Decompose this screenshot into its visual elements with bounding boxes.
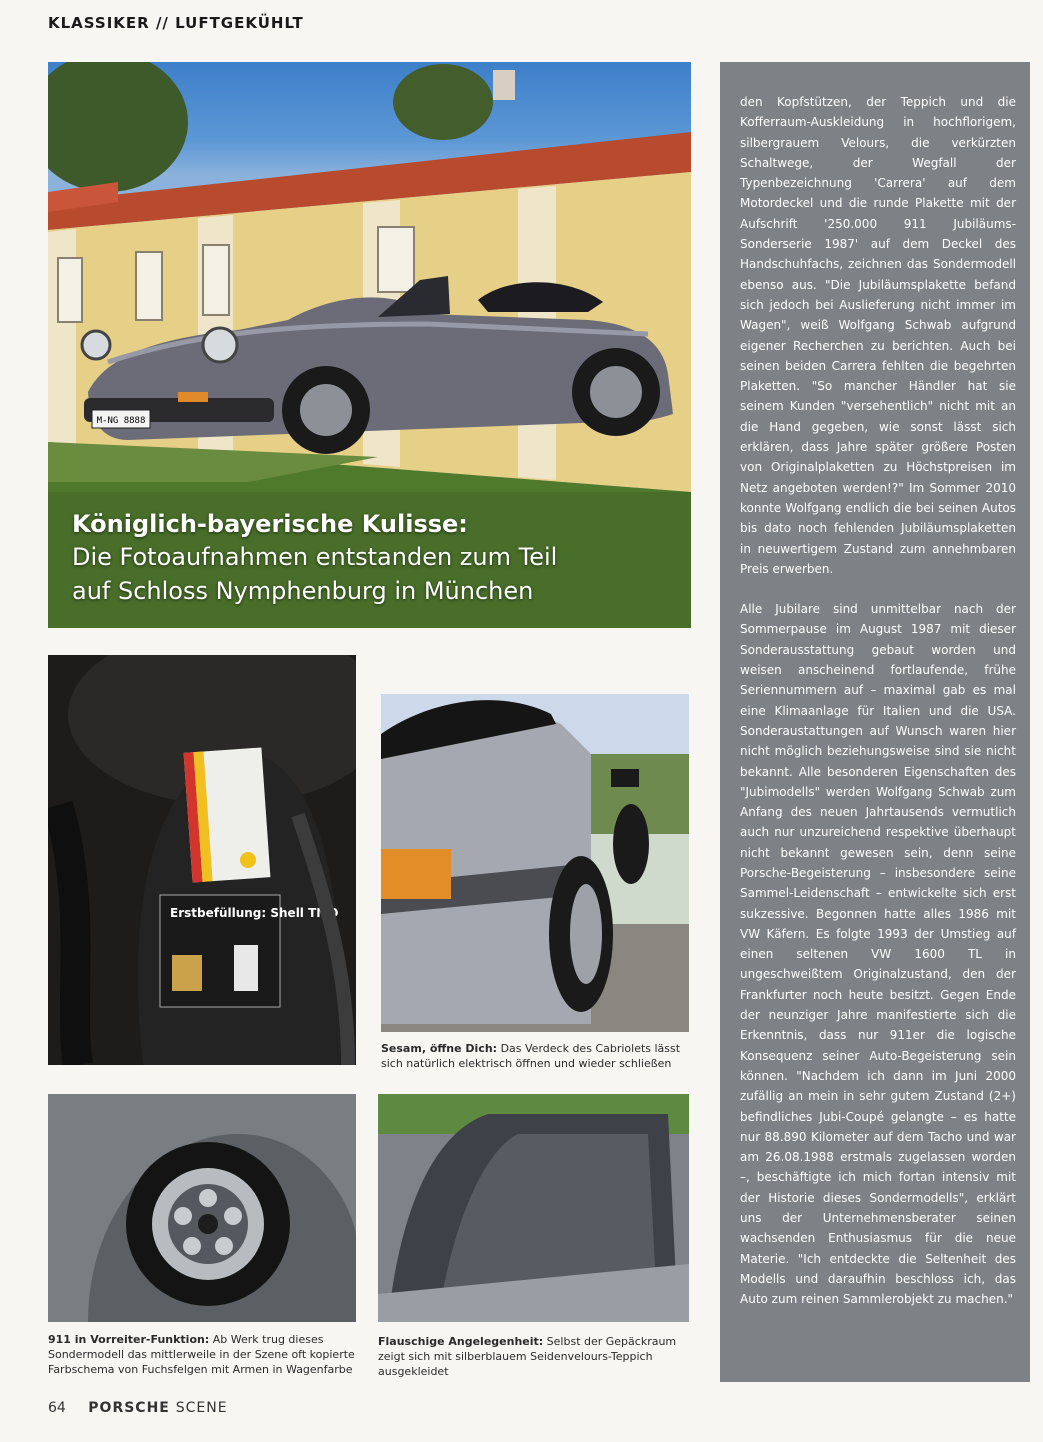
sticker-text: Erstbefüllung: Shell TMO	[170, 906, 339, 920]
trunk-caption: Flauschige Angelegenheit: Selbst der Gepäckraum zeigt sich mit silberblauem Seidenvelours-Teppich ausgekleidet	[378, 1335, 677, 1378]
section-header: KLASSIKER // LUFTGEKÜHLT	[48, 14, 304, 32]
article-text-column	[720, 62, 1030, 1382]
hero-caption-line1: Die Fotoaufnahmen entstanden zum Teil	[72, 543, 558, 571]
trunk-photo	[378, 1094, 689, 1322]
page-number: 64	[48, 1400, 66, 1416]
page-footer	[48, 1400, 228, 1416]
engine-bay-photo	[48, 655, 356, 1065]
soft-top-photo	[381, 694, 689, 1032]
license-plate: M-NG 8888	[96, 416, 146, 426]
article-paragraph-2: Alle Jubilare sind unmittelbar nach der Sommerpause im August 1987 mit dieser Sonderausstattung gebaut worden und weisen anscheinend fortlaufende, frühe Seriennummern auf – maximal gab es mal eine Klimaanlage für Italien und die USA. Sonderaustattungen auf Wunsch waren hier nicht möglich beziehungsweise sind sie nicht bekannt. Alle besonderen Eigenschaften des "Jubimodells" werden Wolfgang Schwab zum Anfang des neuen Jahrtausends vermutlich auch nur unzureichend respektive überhaupt nicht bekannt gewesen sein, denn seine Porsche-Begeisterung – insbesondere seine Sammel-Leidenschaft – entwickelte sich erst sukzessive. Begonnen hatte alles 1986 mit VW Käfern. Es folgte 1993 der Umstieg auf einen seltenen VW 1600 TL in ungeschweißtem Originalzustand, den der Frankfurter noch heute besitzt. Gegen Ende der neunziger Jahre manifestierte sich die Erkenntnis, dass nur 911er die logische Konsequenz seiner Auto-Begeisterung sein können. "Nachdem ich dann im Juni 2000 zufällig an mein in sehr gutem Zustand (2+) befindliches Jubi-Coupé gelangte – es hatte nur 88.890 Kilometer auf dem Tacho und war am 26.08.1988 erstmals zugelassen worden –, beschäftigte ich mich fortan intensiv mit der Historie dieses Sondermodells", erklärt uns der Unternehmensberater seinen wachsenden Enthusiasmus für die neue Materie. "Ich entdeckte die Seltenheit des Modells und daraufhin beschloss ich, das Auto zum reinen Sammlerobjekt zu machen."	[740, 602, 1016, 1307]
hero-photo	[48, 62, 691, 628]
soft-top-caption: Sesam, öffne Dich: Das Verdeck des Cabriolets lässt sich natürlich elektrisch öffnen und wieder schließen	[381, 1042, 681, 1070]
article-paragraph-1: den Kopfstützen, der Teppich und die Kofferraum-Auskleidung in hochflorigem, silbergrauem Velours, die verkürzten Schaltwege, der Wegfall der Typenbezeichnung 'Carrera' auf dem Motordeckel und die runde Plakette mit der Aufschrift '250.000 911 Jubiläums-Sonderserie 1987' auf dem Deckel des Handschuhfachs, zeichnen das Sondermodell ebenso aus. "Die Jubiläumsplakette befand sich jedoch bei Auslieferung nicht immer im Wagen", weiß Wolfgang Schwab aufgrund eigener Recherchen zu berichten. Auch bei seinen beiden Carrera fehlten die begehrten Plaketten. "So mancher Händler hat sie seinem Kunden "versehentlich" nicht mit an die Hand gegeben, wie sonst lässt sich erklären, dass Jahre später größere Posten von Originalplaketten zu Höchstpreisen im Netz angeboten werden!?" Im Sommer 2010 konnte Wolfgang endlich die bei seinen Autos bis dato noch fehlenden Jubiläumsplaketten in neuwertigem Zustand zum annehmbaren Preis erwerben.	[740, 95, 1016, 576]
hero-caption-title: Königlich-bayerische Kulisse:	[72, 510, 468, 538]
wheel-photo	[48, 1094, 356, 1322]
magazine-brand: PORSCHE SCENE	[88, 1400, 228, 1416]
hero-caption-line2: auf Schloss Nymphenburg in München	[72, 577, 534, 605]
wheel-caption: 911 in Vorreiter-Funktion: Ab Werk trug dieses Sondermodell das mittlerweile in der Szene oft kopierte Farbschema von Fuchsfelgen mit Armen in Wagenfarbe	[48, 1333, 355, 1376]
